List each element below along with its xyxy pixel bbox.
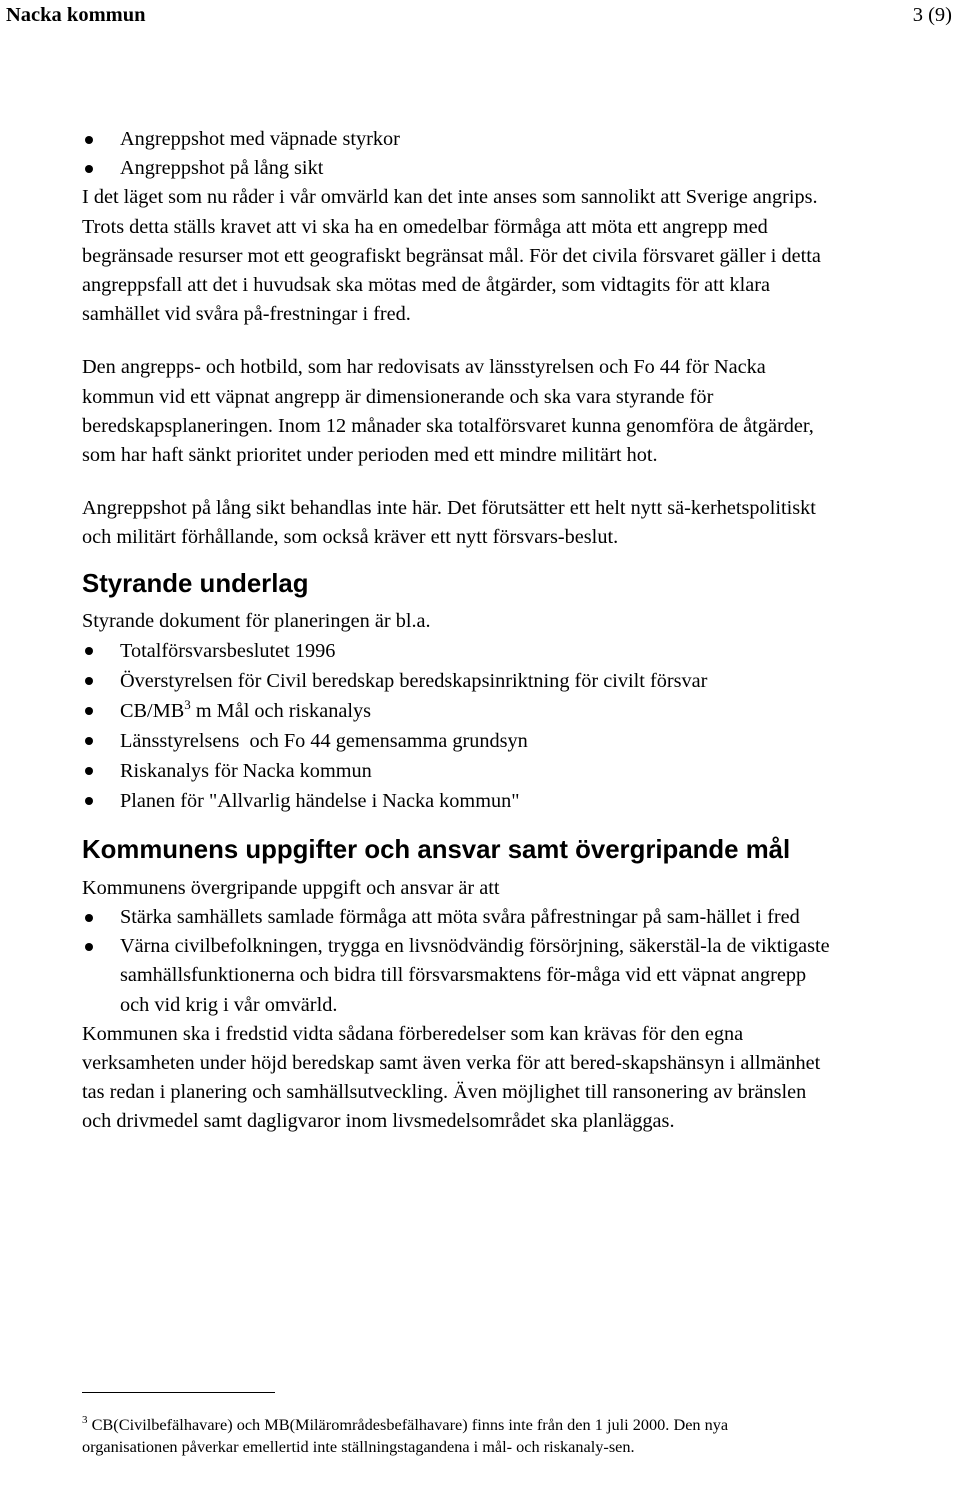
- footnote-number: 3: [82, 1414, 88, 1426]
- footnote-separator: [82, 1392, 275, 1393]
- page-number: 3 (9): [912, 4, 952, 26]
- section-intro: Styrande dokument för planeringen är bl.a.: [82, 609, 431, 632]
- paragraph: I det läget som nu råder i vår omvärld kan det inte anses som sannolikt att Sverige angrips. Trots detta ställs kravet att vi ska ha en omedelbar förmåga att möta ett angrepp med begränsade resurser mot ett geografiskt begränsat mål. För det civila försvaret gäller i detta angreppsfall att det i huvudsak ska mötas med de åtgärder, som vidtagits för att klara samhället vid svåra på-frestningar i fred.: [82, 186, 821, 326]
- list-item: Överstyrelsen för Civil beredskap beredskapsinriktning för civilt försvar: [82, 666, 834, 696]
- document-body: [82, 125, 834, 1137]
- footnote: [82, 1414, 822, 1458]
- paragraph: Den angrepps- och hotbild, som har redovisats av länsstyrelsen och Fo 44 för Nacka kommun vid ett väpnat angrepp är dimensionerande och ska vara styrande för beredskapsplaneringen. Inom 12 månader ska totalförsvaret kunna genomföra de åtgärder, som har haft sänkt prioritet under perioden med ett mindre militärt hot.: [82, 356, 814, 467]
- list-item: Stärka samhällets samlade förmåga att möta svåra påfrestningar på sam-hället i fred: [82, 903, 834, 932]
- list-item: Riskanalys för Nacka kommun: [82, 756, 834, 786]
- list-item: Angreppshot med väpnade styrkor: [82, 125, 834, 154]
- list-item: Länsstyrelsens och Fo 44 gemensamma grundsyn: [82, 726, 834, 756]
- list-item: Värna civilbefolkningen, trygga en livsnödvändig försörjning, säkerstäl-la de viktigaste samhällsfunktionerna och bidra till försvarsmaktens för-måga vid ett väpnat angrepp och vid krig i vår omvärld.: [82, 932, 834, 1020]
- responsibilities-list: [82, 903, 834, 1020]
- list-item: Planen för "Allvarlig händelse i Nacka kommun": [82, 786, 834, 816]
- bullet-icon: [85, 797, 93, 805]
- section-intro: Kommunens övergripande uppgift och ansvar är att: [82, 876, 500, 899]
- bullet-icon: [85, 647, 93, 655]
- footnote-reference: 3: [184, 696, 191, 712]
- bullet-icon: [85, 943, 93, 951]
- page-header: [6, 2, 952, 28]
- section-heading: Kommunens uppgifter och ansvar samt övergripande mål: [82, 835, 791, 864]
- organization-name: Nacka kommun: [6, 4, 146, 26]
- footnote-text: CB(Civilbefälhavare) och MB(Milärområdesbefälhavare) finns inte från den 1 juli 2000. Den nya organisationen påverkar emellertid inte ställningstagandena i mål- och riskanaly-sen.: [82, 1415, 729, 1456]
- list-item: $CB/MB^3$ m Mål och riskanalys: [82, 696, 834, 726]
- bullet-icon: [85, 136, 93, 144]
- bullet-icon: [85, 914, 93, 922]
- bullet-icon: [85, 677, 93, 685]
- section-heading: Styrande underlag: [82, 569, 309, 598]
- list-item: Angreppshot på lång sikt: [82, 154, 834, 183]
- list-item: Totalförsvarsbeslutet 1996: [82, 636, 834, 666]
- paragraph: Kommunen ska i fredstid vidta sådana förberedelser som kan krävas för den egna verksamheten under höjd beredskap samt även verka för att bered-skapshänsyn i allmänhet tas redan i planering och samhällsutveckling. Även möjlighet till ransonering av bränslen och drivmedel samt dagligvaror inom livsmedelsområdet ska planläggas.: [82, 1022, 821, 1133]
- bullet-icon: [85, 165, 93, 173]
- bullet-icon: [85, 707, 93, 715]
- threat-list: [82, 125, 834, 183]
- governing-documents-list: [82, 636, 834, 816]
- bullet-icon: [85, 767, 93, 775]
- paragraph: Angreppshot på lång sikt behandlas inte här. Det förutsätter ett helt nytt sä-kerhetspolitiskt och militärt förhållande, som också kräver ett nytt försvars-beslut.: [82, 497, 816, 549]
- bullet-icon: [85, 737, 93, 745]
